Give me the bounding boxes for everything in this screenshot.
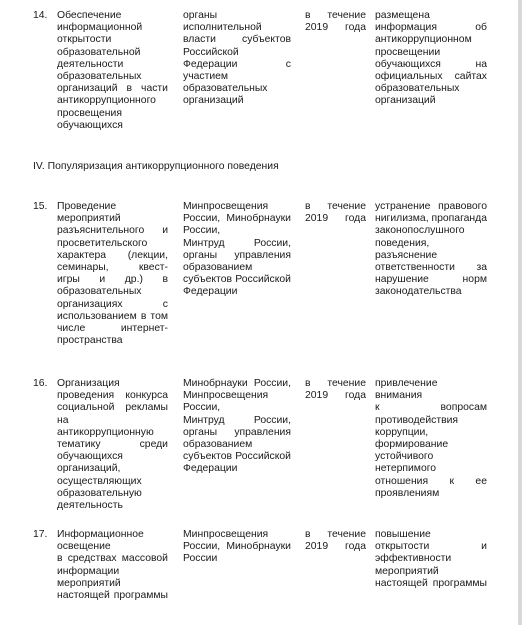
cell-line: Организация bbox=[57, 378, 120, 389]
term bbox=[305, 529, 366, 553]
cell-line: характера (лекции, bbox=[57, 249, 168, 261]
cell-line: нарушение норм bbox=[375, 274, 487, 286]
cell-line: размещена bbox=[375, 10, 430, 21]
row-number: 14. bbox=[33, 10, 48, 21]
cell-line: к вопросам bbox=[375, 402, 487, 414]
cell-line: антикоррупционного bbox=[57, 95, 156, 107]
cell-line: России, bbox=[183, 225, 221, 237]
cell-line: Проведение bbox=[57, 201, 117, 212]
cell-line: повышение bbox=[375, 529, 431, 540]
cell-line: Минпросвещения bbox=[183, 390, 269, 402]
executors bbox=[183, 378, 291, 476]
cell-line: власти субъектов bbox=[183, 34, 291, 46]
executors bbox=[183, 201, 291, 299]
cell-line: поведения, bbox=[375, 237, 430, 249]
cell-line: субъектов Российской bbox=[183, 451, 291, 463]
cell-line: осуществляющих bbox=[57, 475, 142, 487]
cell-line: отношения к ее bbox=[375, 475, 487, 487]
cell-line: использованием в том bbox=[57, 310, 168, 322]
cell-line: образованием bbox=[183, 439, 253, 451]
expected-result bbox=[375, 378, 487, 500]
page-edge bbox=[518, 0, 522, 625]
cell-line: формирование bbox=[375, 439, 449, 451]
cell-line: просвещении bbox=[375, 46, 441, 58]
cell-line: организаций в части bbox=[57, 83, 168, 95]
cell-line: Минпросвещения bbox=[183, 529, 269, 540]
executors bbox=[183, 529, 291, 566]
cell-line: Минпросвещения bbox=[183, 201, 269, 212]
cell-line: социальной рекламы bbox=[57, 402, 168, 414]
cell-line: настоящей программы bbox=[57, 590, 168, 602]
cell-line: Минтруд России, bbox=[183, 237, 291, 249]
cell-line: в течение bbox=[305, 378, 366, 389]
cell-line: организаций bbox=[375, 95, 436, 107]
cell-line: настоящей программы bbox=[375, 577, 487, 589]
cell-line: мероприятий bbox=[57, 213, 121, 225]
cell-line: тематику среди bbox=[57, 439, 168, 451]
cell-line: официальных сайтах bbox=[375, 71, 487, 83]
cell-line: органы управления bbox=[183, 426, 291, 438]
cell-line: обучающихся bbox=[57, 451, 123, 463]
cell-line: образовательных bbox=[57, 286, 142, 298]
cell-line: обучающихся на bbox=[375, 58, 487, 70]
cell-line: Федерации bbox=[183, 286, 238, 298]
cell-line: на антикоррупционную bbox=[57, 414, 154, 438]
cell-line: коррупции, bbox=[375, 426, 429, 438]
cell-line: деятельность bbox=[57, 500, 123, 512]
term bbox=[305, 201, 366, 225]
cell-line: 2019 года bbox=[305, 213, 366, 225]
cell-line: информационной bbox=[57, 22, 143, 34]
cell-line: просветительского bbox=[57, 237, 148, 249]
measure-name bbox=[57, 201, 168, 347]
cell-line: образовательных bbox=[375, 83, 460, 95]
cell-line: в течение bbox=[305, 10, 366, 21]
cell-line: нигилизма, пропаганда bbox=[375, 213, 487, 225]
cell-line: Информационное bbox=[57, 529, 144, 540]
cell-line: в течение bbox=[305, 529, 366, 540]
cell-line: организаций, bbox=[57, 463, 121, 475]
cell-line: России, Минобрнауки bbox=[183, 541, 291, 553]
cell-line: образовательную bbox=[57, 487, 142, 499]
cell-line: числе интернет- bbox=[57, 323, 168, 335]
cell-line: мероприятий bbox=[375, 565, 439, 577]
cell-line: пространства bbox=[57, 335, 123, 347]
cell-line: нетерпимого bbox=[375, 463, 437, 475]
measure-name bbox=[57, 378, 168, 512]
cell-line: противодействия bbox=[375, 414, 459, 426]
cell-line: законодательства bbox=[375, 286, 462, 298]
cell-line: привлечение внимания bbox=[375, 378, 438, 402]
cell-line: открытости bbox=[57, 34, 112, 46]
term bbox=[305, 378, 366, 402]
cell-line: субъектов Российской bbox=[183, 274, 291, 286]
cell-line: Минтруд России, bbox=[183, 414, 291, 426]
cell-line: 2019 года bbox=[305, 541, 366, 553]
cell-line: эффективности bbox=[375, 553, 452, 565]
cell-line: образованием bbox=[183, 262, 253, 274]
cell-line: исполнительной bbox=[183, 22, 262, 34]
expected-result bbox=[375, 529, 487, 590]
cell-line: Российской bbox=[183, 46, 239, 58]
measure-name bbox=[57, 529, 168, 602]
executors bbox=[183, 10, 291, 108]
cell-line: образовательных bbox=[183, 83, 268, 95]
cell-line: образовательной bbox=[57, 46, 141, 58]
cell-line: Федерации bbox=[183, 463, 238, 475]
cell-line: образовательных bbox=[57, 71, 142, 83]
row-number: 17. bbox=[33, 529, 48, 540]
cell-line: России, bbox=[183, 402, 221, 414]
cell-line: России bbox=[183, 553, 218, 565]
cell-line: проведения конкурса bbox=[57, 390, 168, 402]
cell-line: 2019 года bbox=[305, 22, 366, 34]
cell-line: разъяснение bbox=[375, 249, 438, 261]
cell-line: проявлениям bbox=[375, 487, 440, 499]
cell-line: организаций bbox=[183, 95, 244, 107]
cell-line: семинары, квест- bbox=[57, 262, 168, 274]
measure-name bbox=[57, 10, 168, 132]
cell-line: антикоррупционном bbox=[375, 34, 472, 46]
cell-line: в течение bbox=[305, 201, 366, 212]
cell-line: обучающихся bbox=[57, 119, 123, 131]
cell-line: России, Минобрнауки bbox=[183, 213, 291, 225]
cell-line: открытости и bbox=[375, 541, 487, 553]
cell-line: органы управления bbox=[183, 249, 291, 261]
expected-result bbox=[375, 10, 487, 108]
cell-line: 2019 года bbox=[305, 390, 366, 402]
expected-result bbox=[375, 201, 487, 299]
row-number: 15. bbox=[33, 201, 48, 212]
section-heading: IV. Популяризация антикоррупционного поведения bbox=[33, 161, 279, 172]
cell-line: Минобрнауки России, bbox=[183, 378, 291, 389]
cell-line: разъяснительного и bbox=[57, 225, 168, 237]
cell-line: устранение правового bbox=[375, 201, 487, 212]
term bbox=[305, 10, 366, 34]
cell-line: информации bbox=[57, 565, 120, 577]
cell-line: устойчивого bbox=[375, 451, 434, 463]
cell-line: органы bbox=[183, 10, 218, 21]
cell-line: законопослушного bbox=[375, 225, 465, 237]
cell-line: ответственности за bbox=[375, 262, 487, 274]
cell-line: Обеспечение bbox=[57, 10, 122, 21]
cell-line: информация об bbox=[375, 22, 487, 34]
cell-line: Федерации с участием bbox=[183, 58, 291, 83]
cell-line: в средствах массовой bbox=[57, 553, 168, 565]
cell-line: игры и др.) в bbox=[57, 274, 168, 286]
row-number: 16. bbox=[33, 378, 48, 389]
cell-line: освещение bbox=[57, 541, 111, 553]
cell-line: просвещения bbox=[57, 107, 122, 119]
cell-line: мероприятий bbox=[57, 577, 121, 589]
cell-line: организациях с bbox=[57, 298, 168, 310]
cell-line: деятельности bbox=[57, 58, 124, 70]
